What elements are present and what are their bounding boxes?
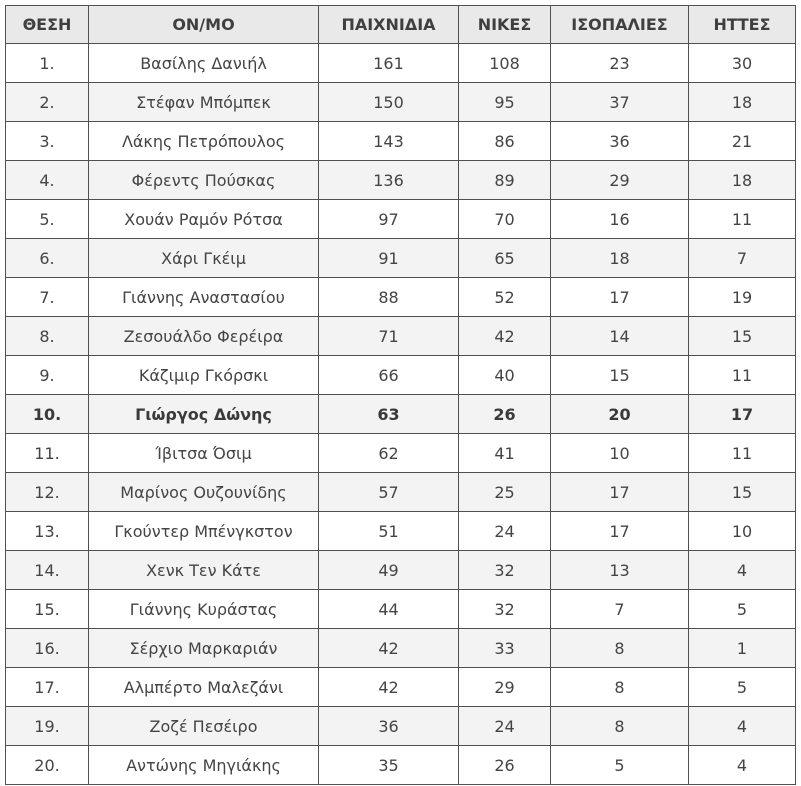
cell-losses: 4 (689, 746, 796, 785)
cell-wins: 29 (459, 668, 551, 707)
cell-position: 3. (6, 122, 89, 161)
cell-name: Φέρεντς Πούσκας (89, 161, 319, 200)
cell-name: Στέφαν Μπόμπεκ (89, 83, 319, 122)
cell-position: 15. (6, 590, 89, 629)
cell-position: 4. (6, 161, 89, 200)
table-header (6, 6, 796, 44)
header-games: ΠΑΙΧΝΙΔΙΑ (319, 6, 459, 44)
cell-games: 63 (319, 395, 459, 434)
cell-draws: 17 (551, 278, 689, 317)
table-row (6, 707, 796, 746)
cell-draws: 20 (551, 395, 689, 434)
table-row (6, 473, 796, 512)
cell-draws: 8 (551, 668, 689, 707)
cell-name: Γκούντερ Μπένγκστον (89, 512, 319, 551)
cell-draws: 15 (551, 356, 689, 395)
cell-wins: 32 (459, 551, 551, 590)
coaches-stats-table (5, 5, 796, 785)
cell-games: 51 (319, 512, 459, 551)
cell-position: 8. (6, 317, 89, 356)
cell-losses: 7 (689, 239, 796, 278)
table-row (6, 434, 796, 473)
cell-name: Ίβιτσα Όσιμ (89, 434, 319, 473)
cell-name: Αλμπέρτο Μαλεζάνι (89, 668, 319, 707)
cell-wins: 24 (459, 707, 551, 746)
cell-name: Κάζιμιρ Γκόρσκι (89, 356, 319, 395)
cell-name: Χουάν Ραμόν Ρότσα (89, 200, 319, 239)
cell-draws: 13 (551, 551, 689, 590)
cell-name: Σέρχιο Μαρκαριάν (89, 629, 319, 668)
table-row (6, 83, 796, 122)
cell-losses: 18 (689, 161, 796, 200)
cell-games: 49 (319, 551, 459, 590)
cell-position: 17. (6, 668, 89, 707)
cell-games: 42 (319, 668, 459, 707)
cell-games: 42 (319, 629, 459, 668)
cell-games: 161 (319, 44, 459, 83)
cell-games: 66 (319, 356, 459, 395)
table-row (6, 512, 796, 551)
cell-wins: 24 (459, 512, 551, 551)
cell-games: 62 (319, 434, 459, 473)
cell-losses: 15 (689, 473, 796, 512)
cell-losses: 11 (689, 200, 796, 239)
cell-losses: 4 (689, 707, 796, 746)
cell-position: 7. (6, 278, 89, 317)
cell-position: 14. (6, 551, 89, 590)
cell-name: Χάρι Γκέιμ (89, 239, 319, 278)
cell-position: 11. (6, 434, 89, 473)
table-row (6, 629, 796, 668)
cell-wins: 65 (459, 239, 551, 278)
cell-wins: 70 (459, 200, 551, 239)
cell-name: Γιώργος Δώνης (89, 395, 319, 434)
cell-losses: 17 (689, 395, 796, 434)
cell-name: Γιάννης Αναστασίου (89, 278, 319, 317)
cell-position: 5. (6, 200, 89, 239)
cell-wins: 33 (459, 629, 551, 668)
cell-games: 150 (319, 83, 459, 122)
cell-wins: 89 (459, 161, 551, 200)
cell-draws: 17 (551, 512, 689, 551)
cell-name: Χενκ Τεν Κάτε (89, 551, 319, 590)
cell-draws: 14 (551, 317, 689, 356)
table-row (6, 590, 796, 629)
cell-games: 35 (319, 746, 459, 785)
table-row (6, 122, 796, 161)
cell-draws: 7 (551, 590, 689, 629)
cell-games: 36 (319, 707, 459, 746)
header-row (6, 6, 796, 44)
cell-position: 9. (6, 356, 89, 395)
cell-wins: 86 (459, 122, 551, 161)
cell-draws: 10 (551, 434, 689, 473)
table-row (6, 200, 796, 239)
cell-losses: 11 (689, 356, 796, 395)
cell-name: Βασίλης Δανιήλ (89, 44, 319, 83)
cell-position: 19. (6, 707, 89, 746)
cell-draws: 8 (551, 629, 689, 668)
header-wins: ΝΙΚΕΣ (459, 6, 551, 44)
table-row (6, 239, 796, 278)
cell-losses: 4 (689, 551, 796, 590)
cell-games: 97 (319, 200, 459, 239)
header-name: ΟΝ/ΜΟ (89, 6, 319, 44)
table-row (6, 746, 796, 785)
cell-wins: 95 (459, 83, 551, 122)
table-row (6, 317, 796, 356)
cell-wins: 52 (459, 278, 551, 317)
cell-name: Λάκης Πετρόπουλος (89, 122, 319, 161)
cell-losses: 21 (689, 122, 796, 161)
cell-name: Μαρίνος Ουζουνίδης (89, 473, 319, 512)
header-losses: ΗΤΤΕΣ (689, 6, 796, 44)
cell-position: 6. (6, 239, 89, 278)
cell-name: Ζεσουάλδο Φερέιρα (89, 317, 319, 356)
cell-position: 20. (6, 746, 89, 785)
table-row (6, 356, 796, 395)
cell-position: 12. (6, 473, 89, 512)
cell-games: 57 (319, 473, 459, 512)
table-row (6, 161, 796, 200)
cell-name: Ζοζέ Πεσέιρο (89, 707, 319, 746)
cell-games: 44 (319, 590, 459, 629)
cell-losses: 11 (689, 434, 796, 473)
cell-draws: 17 (551, 473, 689, 512)
header-position: ΘΕΣΗ (6, 6, 89, 44)
cell-draws: 18 (551, 239, 689, 278)
cell-wins: 42 (459, 317, 551, 356)
cell-wins: 32 (459, 590, 551, 629)
cell-losses: 5 (689, 590, 796, 629)
cell-wins: 41 (459, 434, 551, 473)
table-row (6, 395, 796, 434)
cell-position: 1. (6, 44, 89, 83)
table-row (6, 278, 796, 317)
cell-losses: 18 (689, 83, 796, 122)
cell-losses: 19 (689, 278, 796, 317)
cell-draws: 29 (551, 161, 689, 200)
cell-draws: 8 (551, 707, 689, 746)
table-row (6, 44, 796, 83)
header-draws: ΙΣΟΠΑΛΙΕΣ (551, 6, 689, 44)
cell-draws: 16 (551, 200, 689, 239)
cell-draws: 37 (551, 83, 689, 122)
cell-games: 71 (319, 317, 459, 356)
cell-draws: 5 (551, 746, 689, 785)
cell-wins: 108 (459, 44, 551, 83)
cell-wins: 26 (459, 746, 551, 785)
cell-draws: 23 (551, 44, 689, 83)
cell-position: 16. (6, 629, 89, 668)
cell-name: Γιάννης Κυράστας (89, 590, 319, 629)
table-row (6, 668, 796, 707)
cell-position: 10. (6, 395, 89, 434)
cell-games: 136 (319, 161, 459, 200)
cell-losses: 15 (689, 317, 796, 356)
cell-losses: 10 (689, 512, 796, 551)
cell-games: 91 (319, 239, 459, 278)
cell-draws: 36 (551, 122, 689, 161)
cell-losses: 30 (689, 44, 796, 83)
table-body (6, 44, 796, 785)
cell-wins: 40 (459, 356, 551, 395)
cell-position: 2. (6, 83, 89, 122)
cell-name: Αντώνης Μηγιάκης (89, 746, 319, 785)
table-row (6, 551, 796, 590)
cell-wins: 26 (459, 395, 551, 434)
cell-losses: 1 (689, 629, 796, 668)
cell-losses: 5 (689, 668, 796, 707)
cell-wins: 25 (459, 473, 551, 512)
cell-games: 143 (319, 122, 459, 161)
cell-games: 88 (319, 278, 459, 317)
cell-position: 13. (6, 512, 89, 551)
